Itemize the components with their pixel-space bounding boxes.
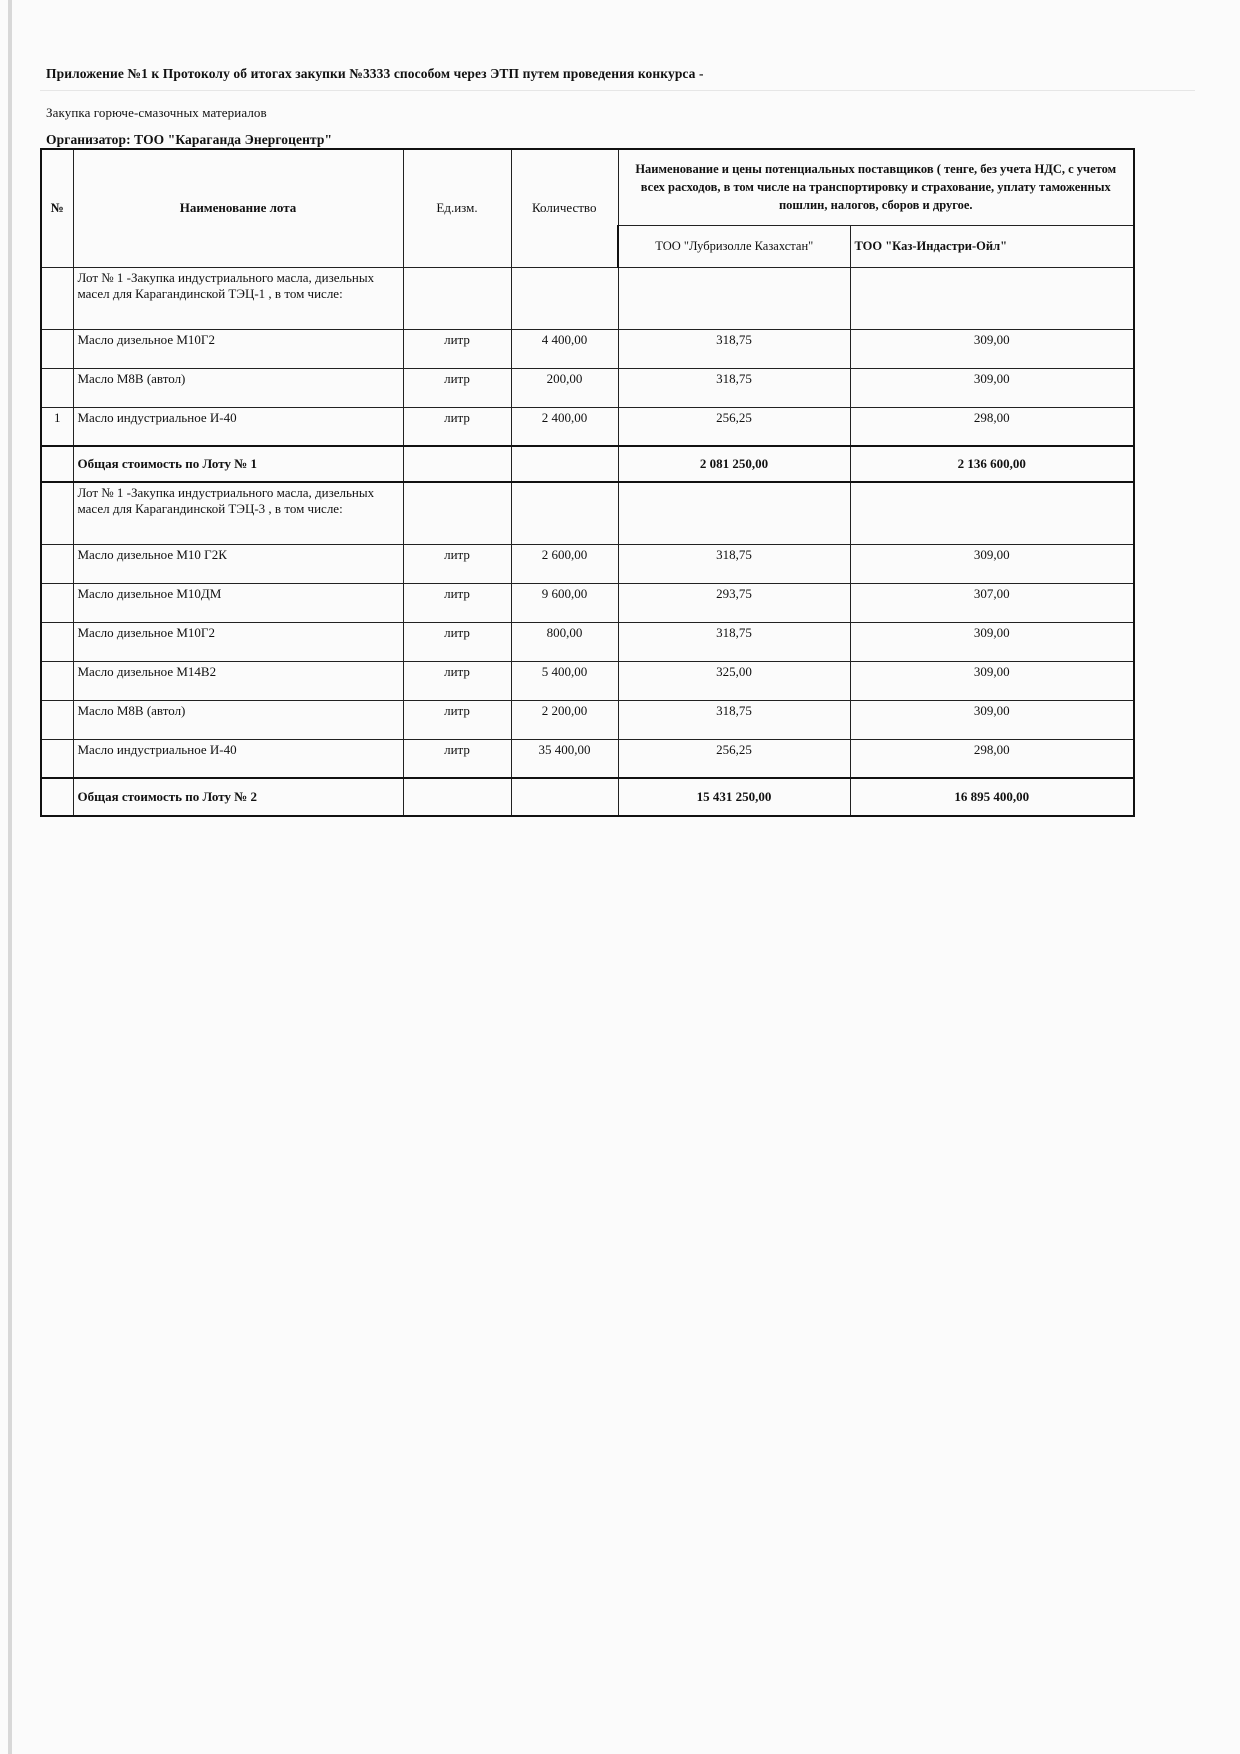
- lot-1-total-label: Общая стоимость по Лоту № 1: [73, 446, 403, 482]
- table-row: [41, 661, 1134, 700]
- item-unit: литр: [403, 329, 511, 368]
- lot-2-total-supplier-2: 16 895 400,00: [850, 778, 1134, 816]
- item-price-supplier-2: 309,00: [850, 544, 1134, 583]
- document-title: Приложение №1 к Протоколу об итогах закупки №3333 способом через ЭТП путем проведения конкурса -: [46, 66, 704, 81]
- item-price-supplier-2: 309,00: [850, 368, 1134, 407]
- empty-cell: [850, 482, 1134, 544]
- table-row: [41, 739, 1134, 778]
- item-name: Масло индустриальное И-40: [73, 739, 403, 778]
- empty-cell: [511, 446, 618, 482]
- empty-cell: [618, 267, 850, 329]
- lot-number-cell: [41, 267, 73, 329]
- lot-1-total-supplier-2: 2 136 600,00: [850, 446, 1134, 482]
- lot-1-title: Лот № 1 -Закупка индустриального масла, дизельных масел для Карагандинской ТЭЦ-1 , в том числе:: [73, 267, 403, 329]
- item-name: Масло дизельное М10Г2: [73, 329, 403, 368]
- item-price-supplier-1: 318,75: [618, 700, 850, 739]
- col-header-quantity: Количество: [511, 149, 618, 267]
- item-name: Масло дизельное М10Г2: [73, 622, 403, 661]
- item-unit: литр: [403, 583, 511, 622]
- item-num: [41, 739, 73, 778]
- item-quantity: 5 400,00: [511, 661, 618, 700]
- lot-2-total-label: Общая стоимость по Лоту № 2: [73, 778, 403, 816]
- item-num: [41, 544, 73, 583]
- item-num: 1: [41, 407, 73, 446]
- supplier-2-name: ТОО "Каз-Индастри-Ойл": [850, 225, 1134, 267]
- item-num: [41, 622, 73, 661]
- table-row: [41, 368, 1134, 407]
- col-header-unit: Ед.изм.: [403, 149, 511, 267]
- item-price-supplier-1: 318,75: [618, 544, 850, 583]
- item-name: Масло индустриальное И-40: [73, 407, 403, 446]
- item-price-supplier-2: 309,00: [850, 622, 1134, 661]
- item-unit: литр: [403, 544, 511, 583]
- item-quantity: 2 400,00: [511, 407, 618, 446]
- item-name: Масло дизельное М10ДМ: [73, 583, 403, 622]
- item-price-supplier-1: 293,75: [618, 583, 850, 622]
- empty-cell: [511, 267, 618, 329]
- empty-cell: [618, 482, 850, 544]
- table-row: [41, 544, 1134, 583]
- table-row: [41, 407, 1134, 446]
- table-row: [41, 700, 1134, 739]
- item-num: [41, 329, 73, 368]
- item-num: [41, 583, 73, 622]
- item-price-supplier-1: 256,25: [618, 407, 850, 446]
- lot-title-row: [41, 482, 1134, 544]
- lot-2-title: Лот № 1 -Закупка индустриального масла, дизельных масел для Карагандинской ТЭЦ-3 , в том числе:: [73, 482, 403, 544]
- col-header-suppliers: Наименование и цены потенциальных поставщиков ( тенге, без учета НДС, с учетом всех расходов, в том числе на транспортировку и страхование, уплату таможенных пошлин, налогов, сборов и другое.: [618, 149, 1134, 225]
- item-name: Масло дизельное М10 Г2К: [73, 544, 403, 583]
- table-row: [41, 583, 1134, 622]
- table-row: [41, 622, 1134, 661]
- lot-1-total-supplier-1: 2 081 250,00: [618, 446, 850, 482]
- organizer-line: Организатор: ТОО "Караганда Энергоцентр": [46, 132, 333, 147]
- table-row: [41, 329, 1134, 368]
- scan-edge: [8, 0, 12, 1754]
- item-unit: литр: [403, 661, 511, 700]
- item-name: Масло М8В (автол): [73, 368, 403, 407]
- item-quantity: 35 400,00: [511, 739, 618, 778]
- col-header-num: №: [41, 149, 73, 267]
- item-unit: литр: [403, 700, 511, 739]
- lot-number-cell: [41, 482, 73, 544]
- item-price-supplier-1: 318,75: [618, 622, 850, 661]
- item-name: Масло М8В (автол): [73, 700, 403, 739]
- item-price-supplier-2: 309,00: [850, 329, 1134, 368]
- item-price-supplier-2: 298,00: [850, 407, 1134, 446]
- lot-title-row: [41, 267, 1134, 329]
- item-unit: литр: [403, 368, 511, 407]
- item-num: [41, 368, 73, 407]
- item-price-supplier-1: 325,00: [618, 661, 850, 700]
- col-header-lot-name: Наименование лота: [73, 149, 403, 267]
- item-num: [41, 700, 73, 739]
- item-unit: литр: [403, 739, 511, 778]
- purchase-subject: Закупка горюче-смазочных материалов: [46, 105, 267, 120]
- empty-cell: [511, 482, 618, 544]
- item-price-supplier-1: 318,75: [618, 329, 850, 368]
- results-table: [40, 148, 1135, 817]
- item-unit: литр: [403, 622, 511, 661]
- lot-total-row: [41, 778, 1134, 816]
- empty-cell: [403, 482, 511, 544]
- empty-cell: [511, 778, 618, 816]
- header-row: [41, 149, 1134, 225]
- item-quantity: 200,00: [511, 368, 618, 407]
- item-num: [41, 661, 73, 700]
- item-quantity: 9 600,00: [511, 583, 618, 622]
- empty-cell: [41, 778, 73, 816]
- scan-fold-line: [40, 90, 1195, 91]
- item-unit: литр: [403, 407, 511, 446]
- item-quantity: 2 200,00: [511, 700, 618, 739]
- lot-total-row: [41, 446, 1134, 482]
- item-quantity: 2 600,00: [511, 544, 618, 583]
- item-price-supplier-1: 256,25: [618, 739, 850, 778]
- item-name: Масло дизельное М14В2: [73, 661, 403, 700]
- empty-cell: [850, 267, 1134, 329]
- item-quantity: 4 400,00: [511, 329, 618, 368]
- empty-cell: [41, 446, 73, 482]
- item-price-supplier-1: 318,75: [618, 368, 850, 407]
- item-price-supplier-2: 298,00: [850, 739, 1134, 778]
- item-quantity: 800,00: [511, 622, 618, 661]
- empty-cell: [403, 778, 511, 816]
- item-price-supplier-2: 309,00: [850, 700, 1134, 739]
- supplier-1-name: ТОО "Лубризолле Казахстан": [618, 225, 850, 267]
- empty-cell: [403, 267, 511, 329]
- item-price-supplier-2: 309,00: [850, 661, 1134, 700]
- item-price-supplier-2: 307,00: [850, 583, 1134, 622]
- empty-cell: [403, 446, 511, 482]
- lot-2-total-supplier-1: 15 431 250,00: [618, 778, 850, 816]
